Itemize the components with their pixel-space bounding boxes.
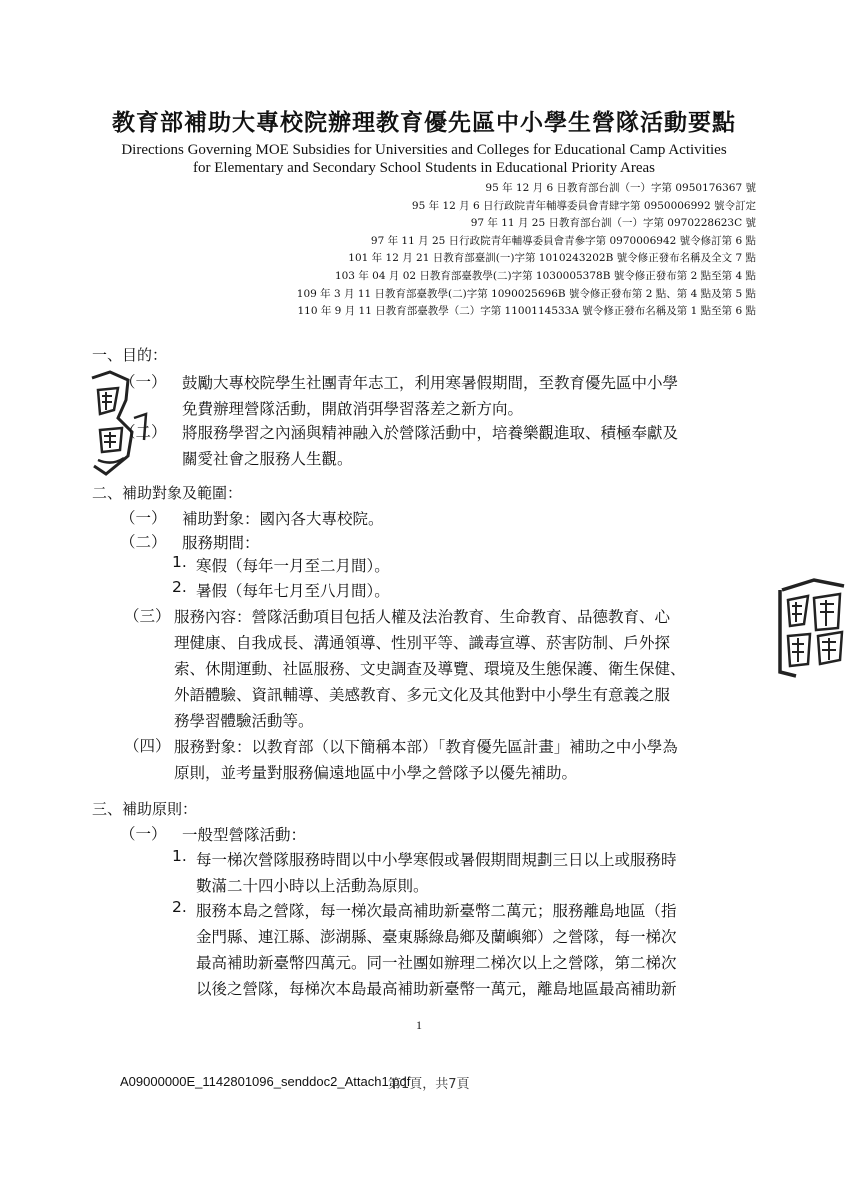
item-text-line: 最高補助新臺幣四萬元。同一社團如辦理二梯次以上之營隊，第二梯次 bbox=[196, 954, 677, 972]
item-text-line: 原則，並考量對服務偏遠地區中小學之營隊予以優先補助。 bbox=[174, 764, 578, 782]
item-label: 2. bbox=[172, 898, 187, 916]
item-text-line: 暑假（每年七月至八月間）。 bbox=[196, 582, 390, 600]
item-label: （二） bbox=[120, 423, 167, 441]
item-text-line: 以後之營隊，每梯次本島最高補助新臺幣一萬元，離島地區最高補助新 bbox=[196, 980, 677, 998]
item-text-line: 寒假（每年一月至二月間）。 bbox=[196, 557, 390, 575]
section-heading-subsidy-scope: 二、補助對象及範圍： bbox=[92, 484, 243, 502]
item-text-line: 索、休閒運動、社區服務、文史調查及導覽、環境及生態保護、衛生保健、 bbox=[174, 660, 686, 678]
item-text-line: 服務對象：以教育部（以下簡稱本部）「教育優先區計畫」補助之中小學為 bbox=[174, 738, 678, 756]
history-line: 109 年 3 月 11 日教育部臺教學(二)字第 1090025696B 號令修正發布第 2 點、第 4 點及第 5 點 bbox=[296, 287, 756, 300]
item-label: （一） bbox=[120, 373, 167, 391]
item-label: （四） bbox=[124, 737, 171, 755]
english-subtitle-line-2: for Elementary and Secondary School Students in Educational Priority Areas bbox=[193, 160, 655, 176]
history-line: 97 年 11 月 25 日行政院青年輔導委員會青參字第 0970006942 號令修訂第 6 點 bbox=[370, 234, 756, 247]
item-text-line: 關愛社會之服務人生觀。 bbox=[182, 450, 353, 468]
item-text-line: 服務內容：營隊活動項目包括人權及法治教育、生命教育、品德教育、心 bbox=[174, 608, 671, 626]
item-label: 1. bbox=[172, 847, 187, 865]
english-subtitle-line-1: Directions Governing MOE Subsidies for Universities and Colleges for Educational Camp Activities bbox=[121, 142, 727, 158]
item-text-line: 數滿二十四小時以上活動為原則。 bbox=[196, 877, 429, 895]
history-line: 101 年 12 月 21 日教育部臺訓(一)字第 1010243202B 號令修正發布名稱及全文 7 點 bbox=[348, 252, 756, 265]
item-label: （三） bbox=[124, 607, 171, 625]
item-text-line: 補助對象：國內各大專校院。 bbox=[182, 510, 384, 528]
item-label: （一） bbox=[120, 825, 167, 843]
seal-stamp-right bbox=[774, 576, 848, 680]
footer-filename: A09000000E_1142801096_senddoc2_Attach1.pdf bbox=[120, 1074, 411, 1089]
item-text-line: 免費辦理營隊活動，開啟消弭學習落差之新方向。 bbox=[182, 400, 524, 418]
footer-page-info: 第1頁，共7頁 bbox=[388, 1077, 470, 1092]
document-title: 教育部補助大專校院辦理教育優先區中小學生營隊活動要點 bbox=[112, 110, 736, 136]
history-line: 95 年 12 月 6 日行政院青年輔導委員會青肆字第 0950006992 號令訂定 bbox=[411, 199, 756, 212]
item-text-line: 外語體驗、資訊輔導、美感教育、多元文化及其他對中小學生有意義之服 bbox=[174, 686, 671, 704]
item-text-line: 將服務學習之內涵與精神融入於營隊活動中，培養樂觀進取、積極奉獻及 bbox=[182, 424, 679, 442]
item-text-line: 鼓勵大專校院學生社團青年志工，利用寒暑假期間，至教育優先區中小學 bbox=[182, 374, 679, 392]
amendment-history bbox=[196, 180, 756, 321]
item-text-line: 務學習體驗活動等。 bbox=[174, 712, 314, 730]
item-label: （一） bbox=[120, 509, 167, 527]
page-number: 1 bbox=[416, 1018, 422, 1032]
history-line: 103 年 04 月 02 日教育部臺教學(二)字第 1030005378B 號令修正發布第 2 點至第 4 點 bbox=[334, 269, 756, 282]
item-label: 2. bbox=[172, 578, 187, 596]
item-text-line: 服務期間： bbox=[182, 534, 260, 552]
item-text-line: 每一梯次營隊服務時間以中小學寒假或暑假期間規劃三日以上或服務時 bbox=[196, 851, 677, 869]
history-line: 95 年 12 月 6 日教育部台訓（一）字第 0950176367 號 bbox=[485, 182, 756, 194]
item-label: （二） bbox=[120, 533, 167, 551]
item-label: 1. bbox=[172, 553, 187, 571]
history-line: 110 年 9 月 11 日教育部臺教學（二）字第 1100114533A 號令修正發布名稱及第 1 點至第 6 點 bbox=[297, 305, 756, 318]
item-text-line: 理健康、自我成長、溝通領導、性別平等、識毒宣導、菸害防制、戶外探 bbox=[174, 634, 671, 652]
section-heading-purpose: 一、目的： bbox=[92, 346, 168, 364]
item-text-line: 一般型營隊活動： bbox=[182, 826, 307, 844]
history-line: 97 年 11 月 25 日教育部台訓（一）字第 0970228623C 號 bbox=[470, 217, 756, 230]
item-text-line: 金門縣、連江縣、澎湖縣、臺東縣綠島鄉及蘭嶼鄉）之營隊，每一梯次 bbox=[196, 928, 677, 946]
section-heading-subsidy-principles: 三、補助原則： bbox=[92, 800, 198, 818]
item-text-line: 服務本島之營隊，每一梯次最高補助新臺幣二萬元；服務離島地區（指 bbox=[196, 902, 677, 920]
